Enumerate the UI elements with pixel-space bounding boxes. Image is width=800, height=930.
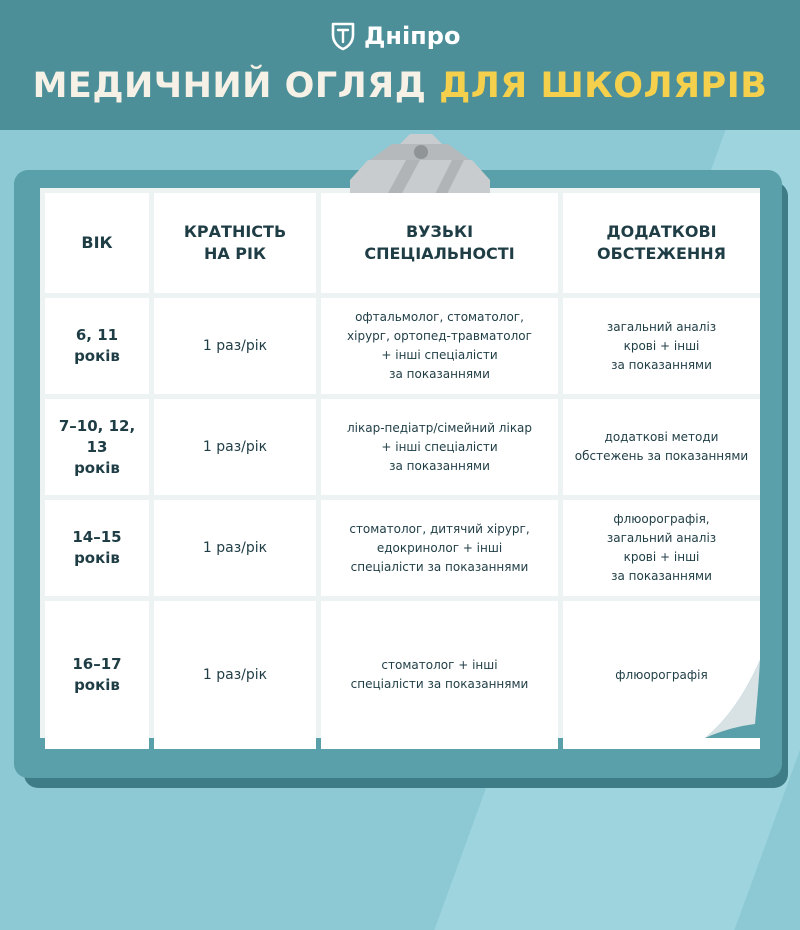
- shield-d-icon: [330, 21, 356, 51]
- cell-age: 14–15 років: [45, 500, 149, 596]
- header-frequency: КРАТНІСТЬ НА РІК: [154, 193, 316, 293]
- header-age: ВІК: [45, 193, 149, 293]
- table-row: [45, 399, 760, 495]
- header-exams: ДОДАТКОВІ ОБСТЕЖЕННЯ: [563, 193, 760, 293]
- cell-frequency: 1 раз/рік: [154, 601, 316, 749]
- cell-exams: загальний аналіз крові + інші за показаннями: [563, 298, 760, 394]
- cell-exams: додаткові методи обстежень за показаннями: [563, 399, 760, 495]
- page-title: [0, 66, 800, 106]
- table-row: [45, 500, 760, 596]
- header-specialists: ВУЗЬКІ СПЕЦІАЛЬНОСТІ: [321, 193, 558, 293]
- cell-frequency: 1 раз/рік: [154, 399, 316, 495]
- cell-specialists: лікар-педіатр/сімейний лікар + інші спеціалісти за показаннями: [321, 399, 558, 495]
- title-accent: ДЛЯ ШКОЛЯРІВ: [439, 66, 768, 106]
- cell-frequency: 1 раз/рік: [154, 298, 316, 394]
- brand-logo: [330, 18, 460, 54]
- table-header-row: [45, 193, 760, 293]
- table-row: [45, 601, 760, 749]
- cell-age: 6, 11 років: [45, 298, 149, 394]
- cell-age: 16–17 років: [45, 601, 149, 749]
- cell-specialists: стоматолог, дитячий хірург, едокринолог + інші спеціалісти за показаннями: [321, 500, 558, 596]
- cell-exams: флюорографія, загальний аналіз крові + інші за показаннями: [563, 500, 760, 596]
- cell-frequency: 1 раз/рік: [154, 500, 316, 596]
- medical-exam-table: [40, 188, 765, 754]
- brand-name: Дніпро: [364, 22, 461, 50]
- title-main: МЕДИЧНИЙ ОГЛЯД: [32, 66, 427, 106]
- table-row: [45, 298, 760, 394]
- page-fold-icon: [705, 660, 760, 738]
- cell-age: 7–10, 12, 13 років: [45, 399, 149, 495]
- header-banner: [0, 0, 800, 130]
- cell-specialists: стоматолог + інші спеціалісти за показаннями: [321, 601, 558, 749]
- cell-specialists: офтальмолог, стоматолог, хірург, ортопед-травматолог + інші спеціалісти за показаннями: [321, 298, 558, 394]
- cell-exams: флюорографія: [563, 601, 760, 749]
